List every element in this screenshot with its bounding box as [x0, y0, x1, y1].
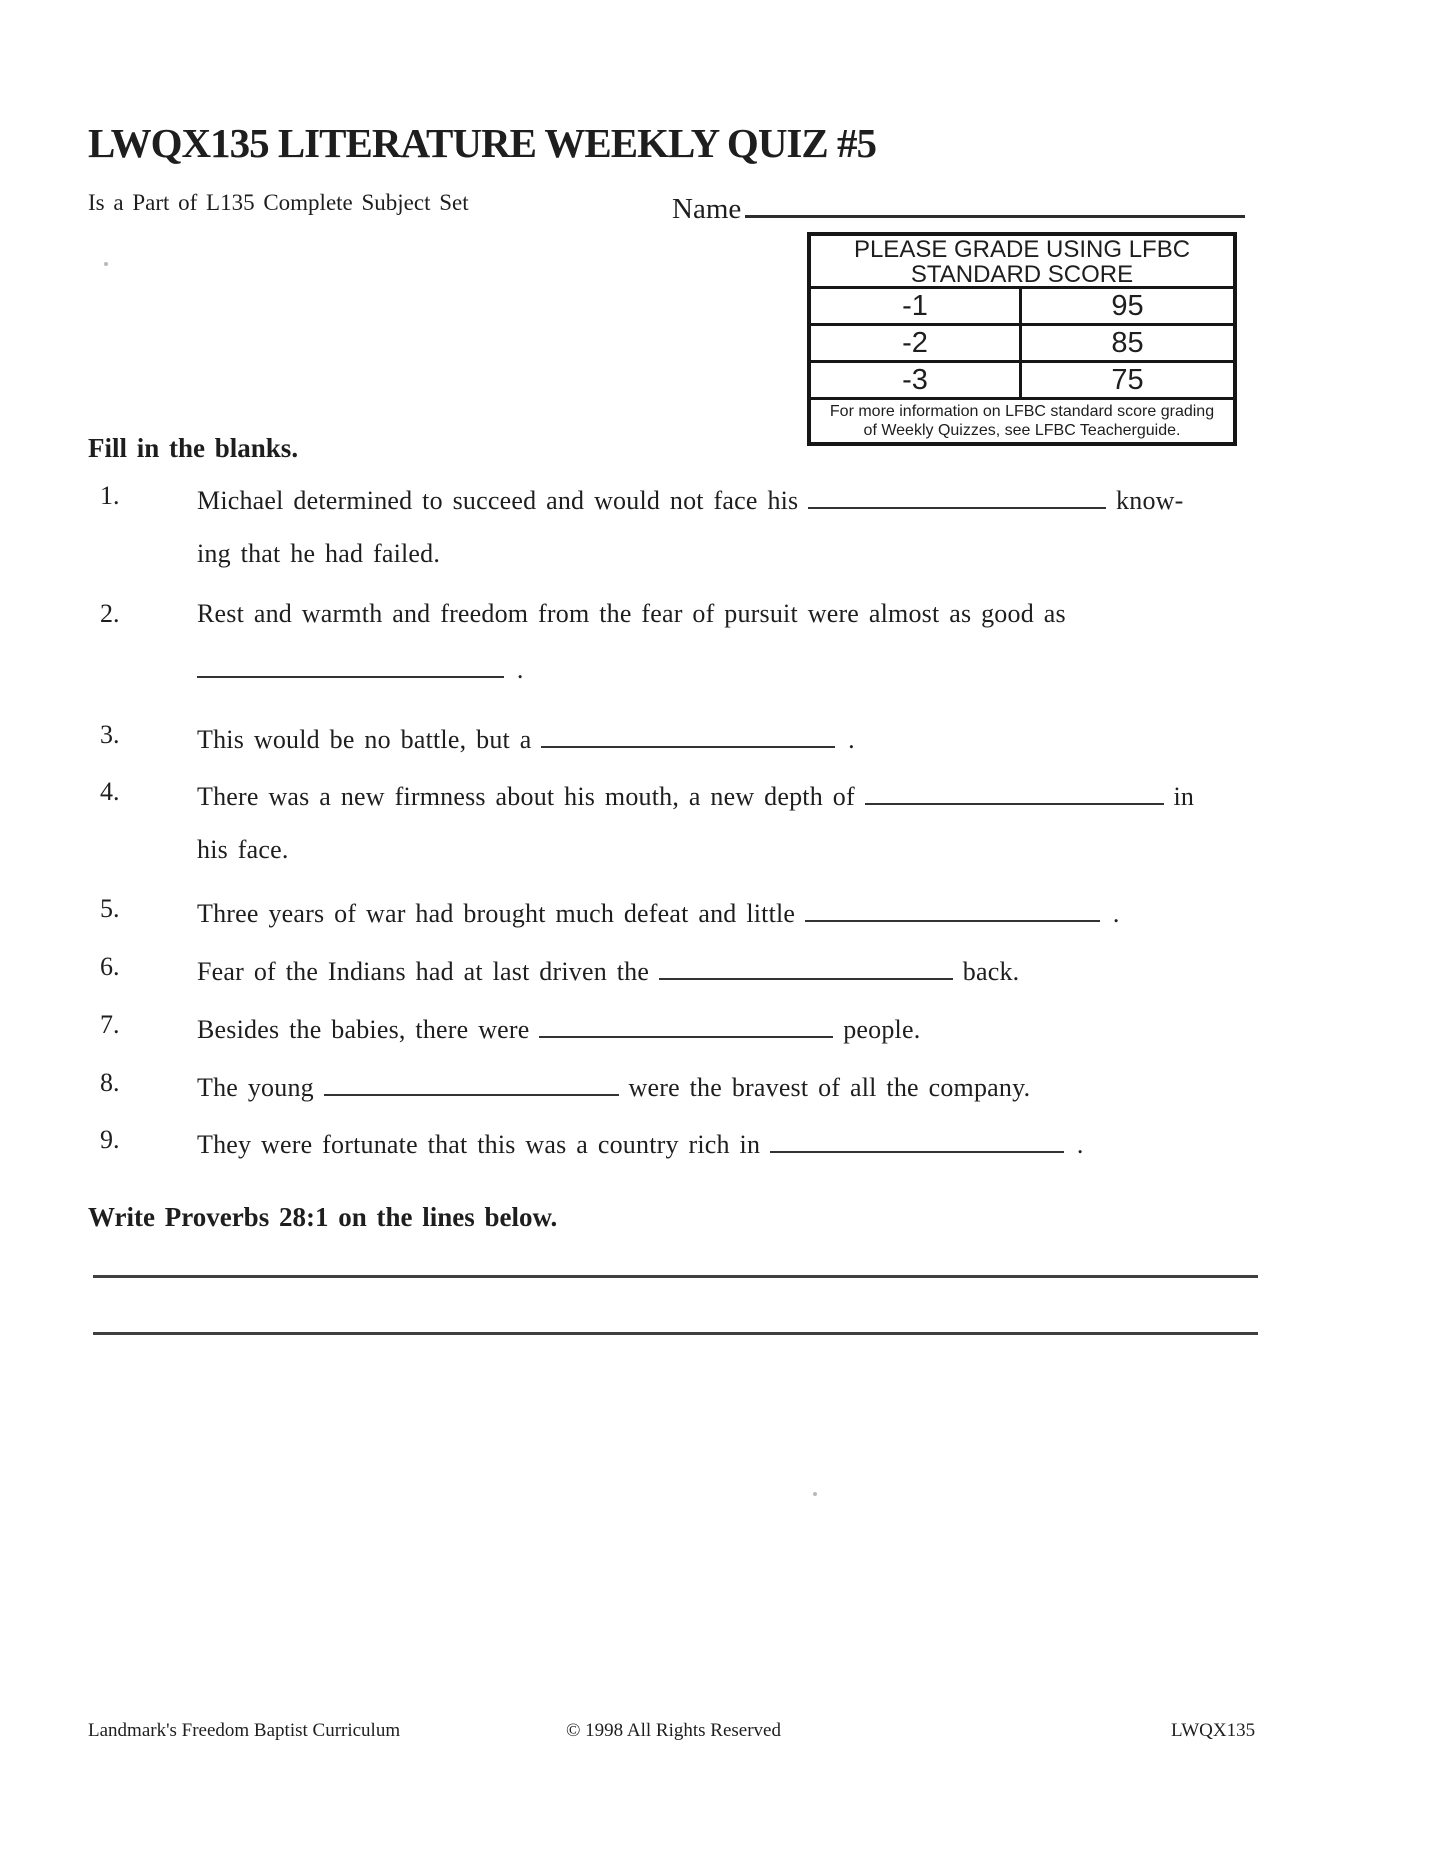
grade-table-header-line2: STANDARD SCORE [910, 261, 1134, 288]
question-number: 6. [100, 952, 120, 981]
name-label: Name [672, 193, 742, 225]
grade-footnote-line2: of Weekly Quizzes, see LFBC Teacherguide. [863, 422, 1181, 439]
name-row [672, 186, 1245, 226]
footer-center: © 1998 All Rights Reserved [566, 1720, 781, 1741]
penalty-cell: -2 [811, 326, 1022, 360]
question-number: 4. [100, 777, 120, 806]
question-number: 1. [100, 481, 120, 510]
question-line [197, 599, 1272, 629]
question-line [197, 952, 1272, 987]
question-line [197, 650, 1272, 685]
write-heading: Write Proverbs 28:1 on the lines below. [88, 1202, 558, 1232]
question-text: There was a new firmness about his mouth, a new depth of [197, 782, 855, 811]
answer-blank [805, 894, 1100, 922]
answer-blank [539, 1010, 833, 1038]
question-number: 7. [100, 1010, 120, 1039]
answer-blank [865, 777, 1164, 805]
penalty-cell: -3 [811, 363, 1022, 397]
question-text: Three years of war had brought much defeat and little [197, 899, 796, 928]
question-text: They were fortunate that this was a country rich in [197, 1130, 761, 1159]
question-number: 5. [100, 894, 120, 923]
question-line [197, 720, 1272, 755]
grade-row [811, 326, 1233, 363]
grade-table-header [811, 236, 1233, 289]
question-text: were the bravest of all the company. [628, 1073, 1031, 1102]
grade-footnote [811, 400, 1233, 442]
question-line [197, 1125, 1272, 1160]
question-number: 3. [100, 720, 120, 749]
scan-artifact [104, 262, 108, 266]
question-text: Fear of the Indians had at last driven the [197, 957, 650, 986]
score-cell: 85 [1111, 327, 1144, 359]
question-text: This would be no battle, but a [197, 725, 532, 754]
section-heading: Fill in the blanks. [88, 433, 299, 463]
answer-blank [770, 1125, 1064, 1153]
question-text: Michael determined to succeed and would not face his [197, 486, 799, 515]
question-text: . [1112, 899, 1120, 928]
footer-right: LWQX135 [1171, 1720, 1256, 1741]
question-text: ing that he had failed. [197, 539, 441, 568]
question-text: Besides the babies, there were [197, 1015, 530, 1044]
question-line [197, 835, 1272, 865]
grade-table [807, 232, 1237, 446]
question-text: know- [1116, 486, 1184, 515]
question-number: 2. [100, 599, 120, 628]
question-text: The young [197, 1073, 314, 1102]
answer-line [93, 1332, 1258, 1335]
question-line [197, 1068, 1272, 1103]
question-text: in [1173, 782, 1195, 811]
answer-blank [324, 1068, 619, 1096]
question-line [197, 539, 1272, 569]
penalty-cell: -1 [811, 289, 1022, 323]
question-number: 9. [100, 1125, 120, 1154]
subtitle: Is a Part of L135 Complete Subject Set [88, 190, 469, 215]
answer-blank [541, 720, 835, 748]
question-text: . [1076, 1130, 1084, 1159]
question-line [197, 777, 1272, 812]
question-line [197, 1010, 1272, 1045]
grade-row [811, 363, 1233, 400]
footer-left: Landmark's Freedom Baptist Curriculum [88, 1720, 401, 1741]
question-line [197, 894, 1272, 929]
question-line [197, 481, 1272, 516]
question-text: Rest and warmth and freedom from the fear of pursuit were almost as good as [197, 599, 1066, 628]
question-text: his face. [197, 835, 289, 864]
answer-line [93, 1275, 1258, 1278]
question-text: . [848, 725, 855, 754]
question-text: people. [843, 1015, 921, 1044]
answer-blank [808, 481, 1106, 509]
grade-table-header-line1: PLEASE GRADE USING LFBC [853, 236, 1191, 263]
question-number: 8. [100, 1068, 120, 1097]
scan-artifact [813, 1492, 817, 1496]
score-cell: 95 [1111, 290, 1144, 322]
question-text: . [516, 655, 524, 684]
name-blank-line [745, 186, 1245, 218]
question-text: back. [962, 957, 1020, 986]
grade-row [811, 289, 1233, 326]
grade-footnote-line1: For more information on LFBC standard score grading [829, 403, 1215, 420]
answer-blank [659, 952, 953, 980]
page-title: LWQX135 LITERATURE WEEKLY QUIZ #5 [88, 120, 876, 166]
answer-blank [197, 650, 504, 678]
score-cell: 75 [1111, 364, 1144, 396]
